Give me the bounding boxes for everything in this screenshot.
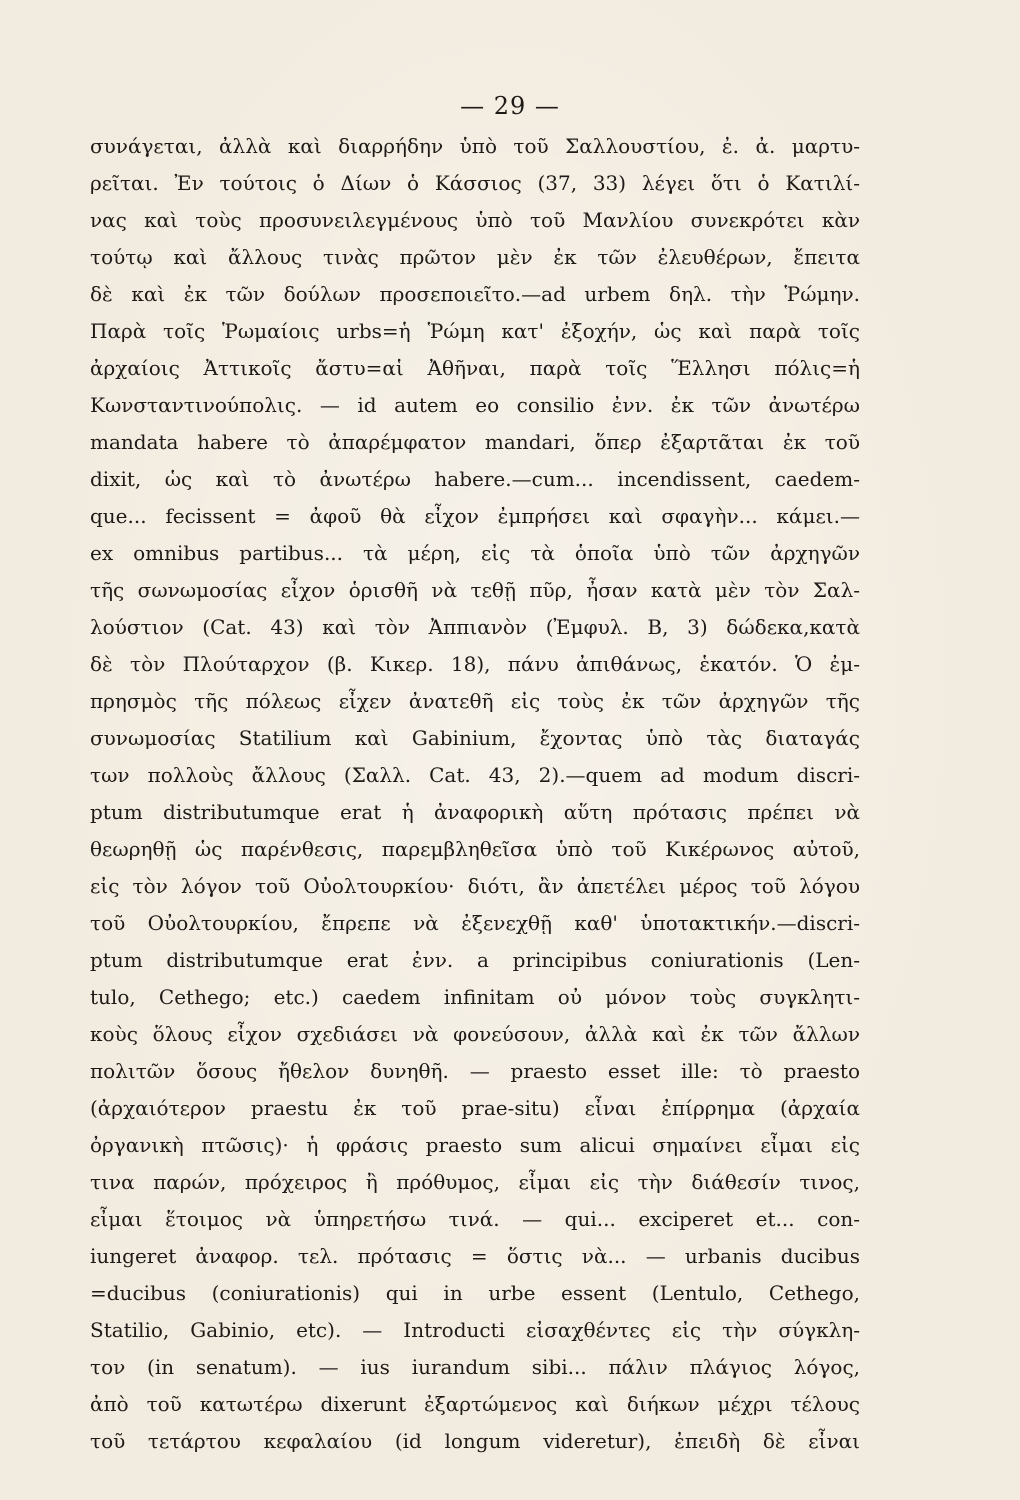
text-line-11: que... fecissent = ἀφοῦ θὰ εἶχον ἐμπρήσει καὶ σφαγὴν... κάμει.—: [90, 504, 860, 528]
text-line-28: ὀργανικὴ πτῶσις)· ἡ φράσις praesto sum alicui σημαίνει εἶμαι εἰς: [90, 1133, 860, 1157]
text-line-13: τῆς σωνωμοσίας εἶχον ὁρισθῆ νὰ τεθῇ πῦρ, ἦσαν κατὰ μὲν τὸν Σαλ-: [90, 578, 860, 602]
text-line-16: πρησμὸς τῆς πόλεως εἶχεν ἀνατεθῆ εἰς τοὺς ἐκ τῶν ἀρχηγῶν τῆς: [90, 689, 860, 713]
text-line-22: τοῦ Οὐολτουρκίου, ἔπρεπε νὰ ἐξενεχθῇ καθ' ὑποτακτικήν.—discri-: [90, 911, 860, 935]
text-line-4: τούτῳ καὶ ἄλλους τινὰς πρῶτον μὲν ἐκ τῶν ἐλευθέρων, ἔπειτα: [90, 245, 860, 269]
text-line-33: Statilio, Gabinio, etc). — Introducti εἰσαχθέντες εἰς τὴν σύγκλη-: [90, 1318, 860, 1342]
text-line-18: των πολλοὺς ἄλλους (Σαλλ. Cat. 43, 2).—quem ad modum discri-: [90, 763, 860, 787]
text-line-36: τοῦ τετάρτου κεφαλαίου (id longum videretur), ἐπειδὴ δὲ εἶναι: [90, 1429, 860, 1453]
text-line-34: τον (in senatum). — ius iurandum sibi... πάλιν πλάγιος λόγος,: [90, 1355, 860, 1379]
text-line-31: iungeret ἀναφορ. τελ. πρότασις = ὅστις νὰ... — urbanis ducibus: [90, 1244, 860, 1268]
text-line-2: ρεῖται. Ἐν τούτοις ὁ Δίων ὁ Κάσσιος (37, 33) λέγει ὅτι ὁ Κατιλί-: [90, 171, 860, 195]
text-line-29: τινα παρών, πρόχειρος ἢ πρόθυμος, εἶμαι εἰς τὴν διάθεσίν τινος,: [90, 1170, 860, 1194]
text-line-20: θεωρηθῇ ὡς παρένθεσις, παρεμβληθεῖσα ὑπὸ τοῦ Κικέρωνος αὐτοῦ,: [90, 837, 860, 861]
text-line-6: Παρὰ τοῖς Ῥωμαίοις urbs=ἡ Ῥώμη κατ' ἐξοχήν, ὡς καὶ παρὰ τοῖς: [90, 319, 860, 343]
text-line-26: πολιτῶν ὅσους ἤθελον δυνηθῆ. — praesto esset ille: τὸ praesto: [90, 1059, 860, 1083]
text-line-19: ptum distributumque erat ἡ ἀναφορικὴ αὕτη πρότασις πρέπει νὰ: [90, 800, 860, 824]
text-line-24: tulo, Cethego; etc.) caedem infinitam οὐ μόνον τοὺς συγκλητι-: [90, 985, 860, 1009]
page-number: — 29 —: [460, 92, 560, 120]
text-line-32: =ducibus (coniurationis) qui in urbe essent (Lentulo, Cethego,: [90, 1281, 860, 1305]
text-line-30: εἶμαι ἕτοιμος νὰ ὑπηρετήσω τινά. — qui... exciperet et... con-: [90, 1207, 860, 1231]
text-line-23: ptum distributumque erat ἐνν. a principibus coniurationis (Len-: [90, 948, 860, 972]
text-line-15: δὲ τὸν Πλούταρχον (β. Κικερ. 18), πάνυ ἀπιθάνως, ἑκατόν. Ὁ ἐμ-: [90, 652, 860, 676]
text-line-27: (ἀρχαιότερον praestu ἐκ τοῦ prae-situ) εἶναι ἐπίρρημα (ἀρχαία: [90, 1096, 860, 1120]
body-text: [90, 128, 860, 1460]
text-line-5: δὲ καὶ ἐκ τῶν δούλων προσεποιεῖτο.—ad urbem δηλ. τὴν Ῥώμην.: [90, 282, 860, 306]
text-line-21: εἰς τὸν λόγον τοῦ Οὐολτουρκίου· διότι, ἂν ἀπετέλει μέρος τοῦ λόγου: [90, 874, 860, 898]
text-line-25: κοὺς ὅλους εἶχον σχεδιάσει νὰ φονεύσουν, ἀλλὰ καὶ ἐκ τῶν ἄλλων: [90, 1022, 860, 1046]
text-line-8: Κωνσταντινούπολις. — id autem eo consilio ἐνν. ἐκ τῶν ἀνωτέρω: [90, 393, 860, 417]
text-line-1: συνάγεται, ἀλλὰ καὶ διαρρήδην ὑπὸ τοῦ Σαλλουστίου, ἐ. ἀ. μαρτυ-: [90, 134, 860, 158]
text-line-10: dixit, ὡς καὶ τὸ ἀνωτέρω habere.—cum... incendissent, caedem-: [90, 467, 860, 491]
text-line-7: ἀρχαίοις Ἀττικοῖς ἄστυ=αἱ Ἀθῆναι, παρὰ τοῖς Ἕλλησι πόλις=ἡ: [90, 356, 860, 380]
text-line-3: νας καὶ τοὺς προσυνειλεγμένους ὑπὸ τοῦ Μανλίου συνεκρότει κὰν: [90, 208, 860, 232]
text-line-17: συνωμοσίας Statilium καὶ Gabinium, ἔχοντας ὑπὸ τὰς διαταγάς: [90, 726, 860, 750]
text-line-14: λούστιον (Cat. 43) καὶ τὸν Ἀππιανὸν (Ἐμφυλ. Β, 3) δώδεκα,κατὰ: [90, 615, 860, 639]
text-line-9: mandata habere τὸ ἀπαρέμφατον mandari, ὅπερ ἐξαρτᾶται ἐκ τοῦ: [90, 430, 860, 454]
text-line-12: ex omnibus partibus... τὰ μέρη, εἰς τὰ ὁποῖα ὑπὸ τῶν ἀρχηγῶν: [90, 541, 860, 565]
text-line-35: ἀπὸ τοῦ κατωτέρω dixerunt ἐξαρτώμενος καὶ διήκων μέχρι τέλους: [90, 1392, 860, 1416]
